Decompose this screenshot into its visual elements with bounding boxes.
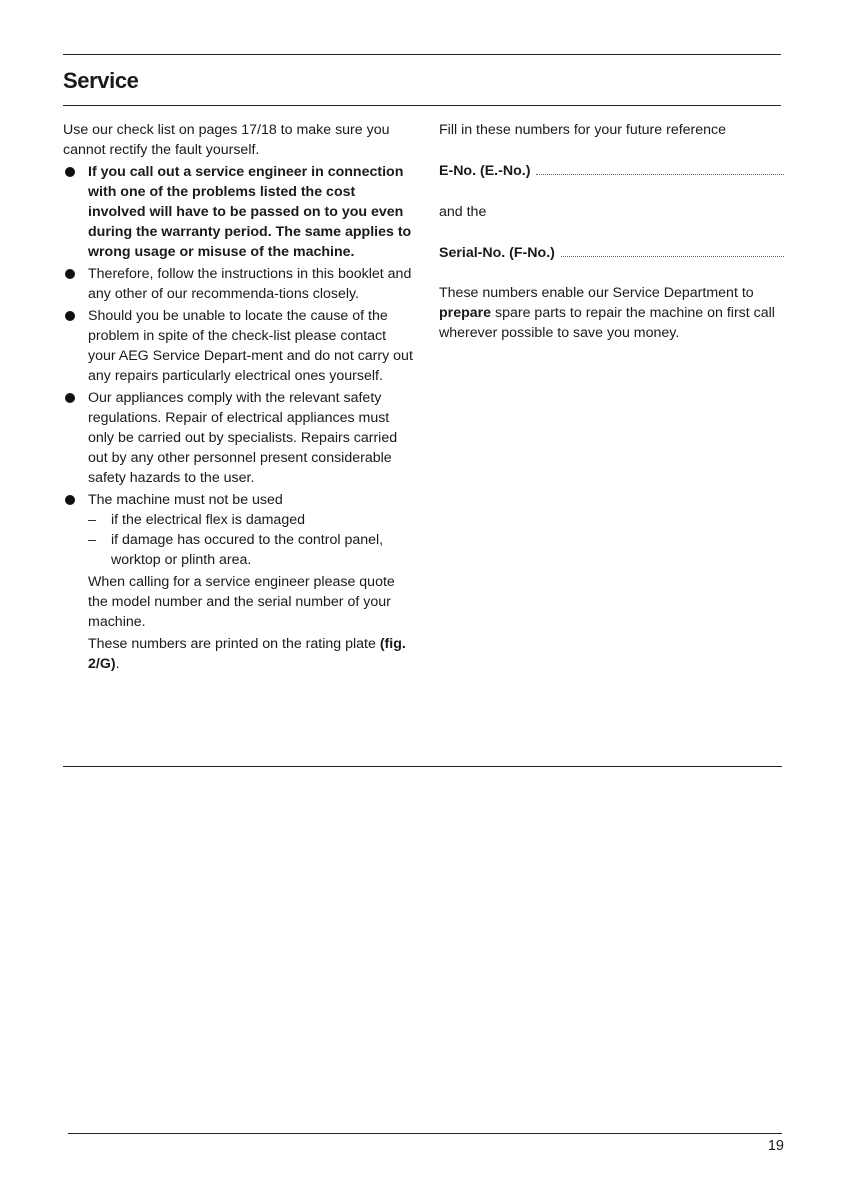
left-column	[63, 120, 413, 674]
prepare-emphasis: prepare	[439, 305, 492, 321]
footer-rule	[68, 1133, 782, 1134]
right-column	[439, 120, 784, 343]
bullet-item-safety	[63, 388, 413, 488]
top-rule	[63, 54, 781, 55]
calling-text: When calling for a service engineer please quote the model number and the serial number of your machine.	[88, 574, 395, 630]
e-number-label: E-No. (E.-No.)	[439, 163, 531, 179]
bullet-icon	[65, 495, 75, 505]
bullet-icon	[65, 167, 75, 177]
bullet-icon	[65, 311, 75, 321]
page-title: Service	[63, 68, 139, 93]
bullet-icon	[65, 393, 75, 403]
figure-reference: (fig. 2/G)	[88, 636, 406, 672]
dash-marker: –	[88, 512, 96, 528]
bullet-item-contact-service	[63, 306, 413, 386]
bullet-item-instructions	[63, 264, 413, 304]
serial-number-label: Serial-No. (F-No.)	[439, 245, 555, 261]
bullet-icon	[65, 269, 75, 279]
service-info-text	[439, 283, 784, 343]
e-number-field[interactable]	[439, 161, 784, 181]
service-info-end: spare parts to repair the machine on first call wherever possible to save you money.	[439, 305, 775, 341]
page-number: 19	[767, 1138, 784, 1154]
sub-item-damage	[88, 530, 413, 570]
serial-number-dotted-line[interactable]	[561, 244, 784, 257]
sub-item-text: if damage has occured to the control panel, worktop or plinth area.	[111, 532, 384, 568]
bullet-text: The machine must not be used	[88, 492, 283, 508]
title-rule	[63, 105, 781, 106]
bullet-text: Therefore, follow the instructions in this booklet and any other of our recommenda-tions closely.	[88, 266, 412, 302]
rating-plate-sentence: These numbers are printed on the rating plate	[88, 636, 376, 652]
sub-item-flex	[88, 510, 413, 530]
rating-plate-text	[88, 634, 413, 674]
e-number-dotted-line[interactable]	[536, 162, 784, 175]
reference-intro: Fill in these numbers for your future reference	[439, 122, 727, 138]
bullet-item-do-not-use	[63, 490, 413, 674]
and-the-text: and the	[439, 204, 487, 220]
sub-item-text: if the electrical flex is damaged	[111, 512, 305, 528]
intro-text: Use our check list on pages 17/18 to make sure you cannot rectify the fault yourself.	[63, 122, 390, 158]
bullet-text: If you call out a service engineer in connection with one of the problems listed the cost involved will have to be passed on to you even during the warranty period. The same applies to wrong usage or misuse of the machine.	[88, 164, 412, 260]
dash-marker: –	[88, 532, 96, 548]
bullet-text: Should you be unable to locate the cause of the problem in spite of the check-list please contact your AEG Service Depart-ment and do not carry out any repairs particularly electrical ones yourself.	[88, 308, 413, 384]
serial-number-field[interactable]	[439, 243, 784, 263]
section-end-rule	[63, 766, 782, 767]
sentence-period: .	[115, 656, 120, 672]
bullet-item-warranty	[63, 162, 413, 262]
service-info-start: These numbers enable our Service Department to	[439, 285, 754, 301]
bullet-text: Our appliances comply with the relevant safety regulations. Repair of electrical appliances must only be carried out by specialists. Repairs carried out by any other personnel present considerable safety hazards to the user.	[88, 390, 398, 486]
